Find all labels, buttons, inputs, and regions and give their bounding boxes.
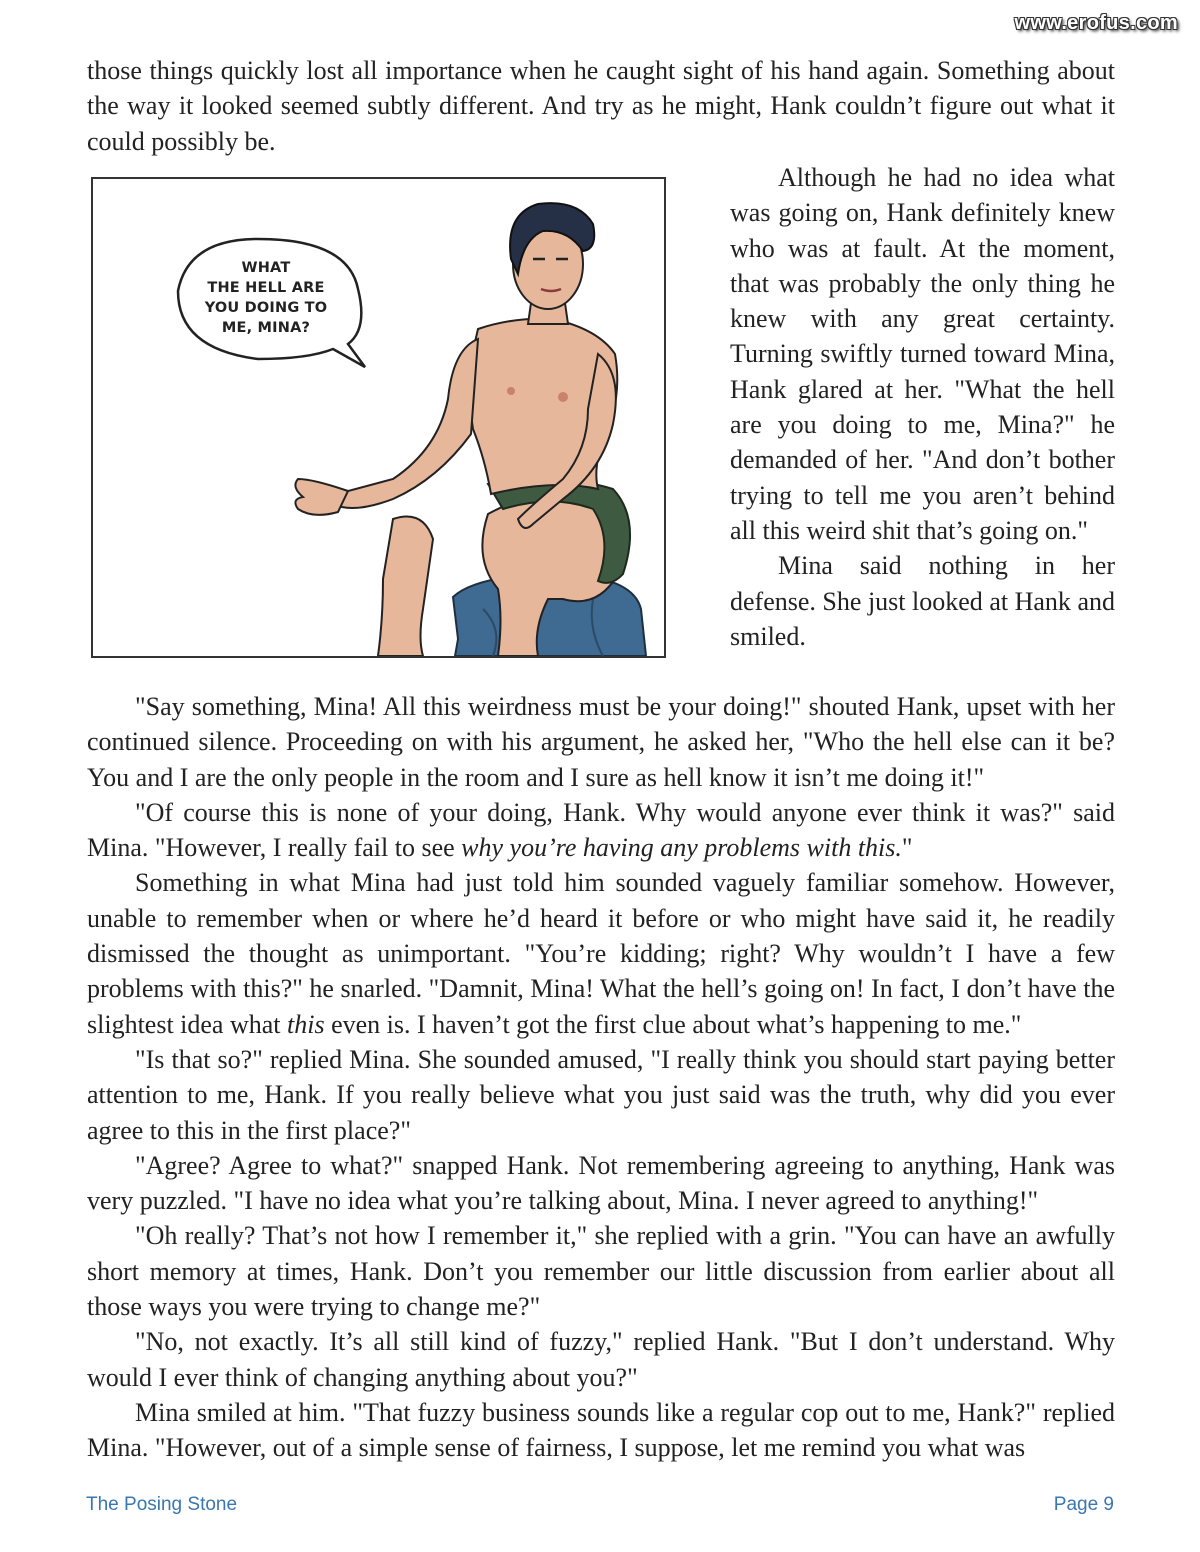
top-text-block bbox=[87, 53, 1115, 159]
paragraph: "Oh really? That’s not how I remember it," she replied with a grin. "You can have an awfully short memory at times, Hank. Don’t you remember our little discussion from earlier about all those ways you were trying to change me?" bbox=[87, 1221, 1115, 1322]
head bbox=[510, 203, 594, 309]
paragraph-text: Something in what Mina had just told him sounded vaguely familiar somehow. However, unable to remember when or where he’d heard it before or who might have said it, he readily dismissed the thought as unimportant. "You’re kidding; right? Why wouldn’t I have a few problems with this?" he snarled. "Damnit, Mina! What the hell’s going on! In fact, I don’t have the slightest idea what bbox=[87, 868, 1115, 1039]
speech-bubble bbox=[178, 239, 365, 367]
watermark: www.erofus.com bbox=[1014, 12, 1178, 34]
back-leg bbox=[378, 517, 433, 657]
paragraph-italic: this bbox=[287, 1009, 325, 1039]
paragraph: "Say something, Mina! All this weirdness must be your doing!" shouted Hank, upset with her continued silence. Proceeding on with his argument, he asked her, "Who the hell else can it be? You and I are the only people in the room and I sure as hell know it isn’t me doing it!" bbox=[87, 692, 1115, 792]
footer-page-number: Page 9 bbox=[1053, 1494, 1114, 1515]
paragraph: those things quickly lost all importance when he caught sight of his hand again. Something about the way it looked seemed subtly different. And try as he might, Hank couldn’t figure out what it could possibly be. bbox=[87, 56, 1115, 156]
right-text-column bbox=[730, 160, 1115, 654]
paragraph: Although he had no idea what was going on, Hank definitely knew who was at fault. At the moment, that was probably the only thing he knew with any great certainty. Turning swiftly turned toward Mina, Hank glared at her. "What the hell are you doing to me, Mina?" he demanded of her. "And don’t bother trying to tell me you aren’t behind all this weird shit that’s going on." bbox=[730, 163, 1115, 545]
paragraph: "No, not exactly. It’s all still kind of fuzzy," replied Hank. "But I don’t understand. Why would I ever think of changing anything about you?" bbox=[87, 1327, 1115, 1392]
paragraph bbox=[87, 865, 1115, 1041]
footer-book-title: The Posing Stone bbox=[86, 1494, 238, 1515]
paragraph-text: even is. I haven’t got the first clue about what’s happening to me." bbox=[324, 1009, 1022, 1039]
paragraph-italic: why you’re having any problems with this. bbox=[461, 833, 902, 863]
paragraph-text: " bbox=[901, 833, 913, 863]
comic-panel bbox=[91, 177, 666, 658]
paragraph bbox=[87, 795, 1115, 866]
paragraph: Mina smiled at him. "That fuzzy business sounds like a regular cop out to me, Hank?" replied Mina. "However, out of a simple sense of fairness, I suppose, let me remind you what was bbox=[87, 1397, 1115, 1463]
paragraph-text: "Of course this is none of your doing, Hank. Why would anyone ever think it was?" said Mina. "However, I really fail to see bbox=[87, 797, 1115, 863]
speech-line: THE HELL ARE bbox=[207, 280, 325, 296]
speech-line: YOU DOING TO bbox=[204, 300, 328, 316]
paragraph: "Agree? Agree to what?" snapped Hank. Not remembering agreeing to anything, Hank was very puzzled. "I have no idea what you’re talking about, Mina. I never agreed to anything!" bbox=[87, 1150, 1115, 1216]
paragraph: Mina said nothing in her defense. She just looked at Hank and smiled. bbox=[730, 551, 1115, 651]
paragraph: "Is that so?" replied Mina. She sounded amused, "I really think you should start paying better attention to me, Hank. If you really believe what you just said was the truth, why did you ever agree to this in the first place?" bbox=[87, 1044, 1115, 1145]
speech-line: ME, MINA? bbox=[221, 320, 311, 336]
open-hand bbox=[295, 479, 348, 515]
extended-arm bbox=[333, 339, 478, 508]
comic-illustration bbox=[93, 179, 664, 656]
speech-line: WHAT bbox=[241, 260, 291, 276]
main-text-block bbox=[87, 689, 1115, 1466]
